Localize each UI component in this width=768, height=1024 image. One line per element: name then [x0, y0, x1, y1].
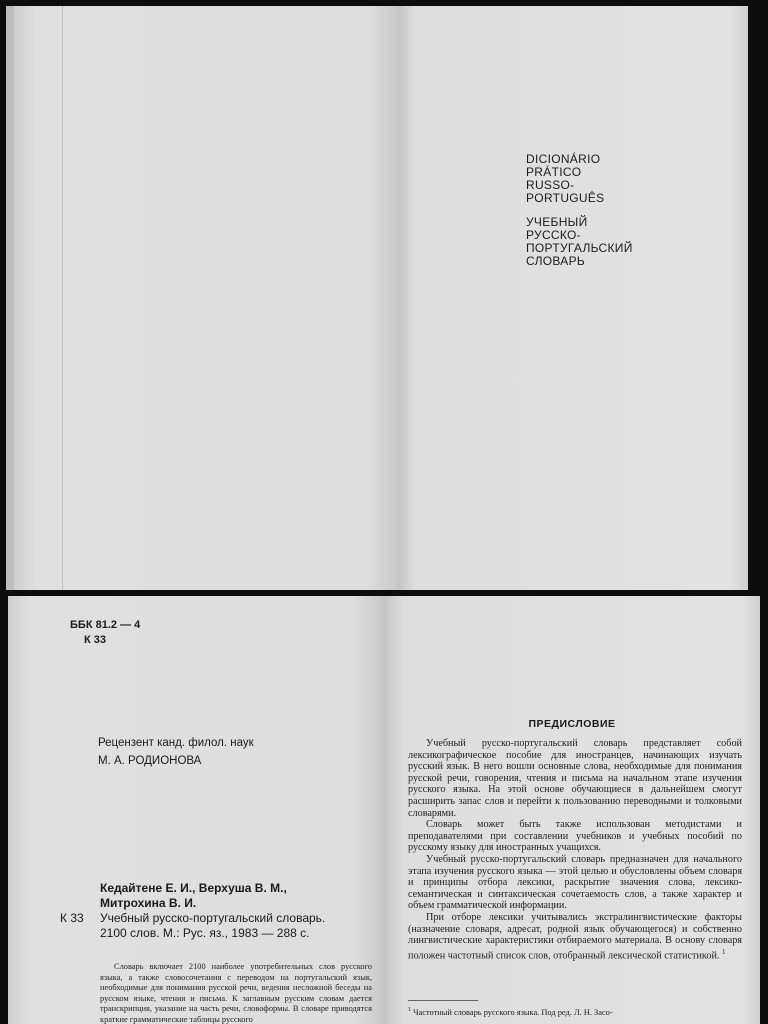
preface-paragraph: [408, 912, 742, 962]
page-fold-line: [62, 6, 63, 590]
footnote-divider: [408, 1000, 478, 1001]
catalog-code: К 33: [60, 911, 84, 925]
footnote-text: Частотный словарь русского языка. Под ред. Л. Н. Засо-: [413, 1007, 613, 1017]
authors-line: Кедайтене Е. И., Верхуша В. М.,: [100, 881, 287, 895]
title-ru-line: ПОРТУГАЛЬСКИЙ: [526, 241, 633, 255]
title-block: [526, 153, 633, 268]
preface-paragraph: Учебный русско-португальский словарь представляет собой лексикографическое пособие для иностранцев, начинающих изучать русский язык. В него вошли основные слова, необходимые для понимания русской речи, говорения, чтения и письма на начальном этапе изучения русского языка. На этой основе обучающиеся в дальнейшем смогут расширить запас слов и перейти к пользованию переводными и толковыми словарями.: [408, 738, 742, 819]
page-edge: [6, 6, 14, 590]
imprint-page: [8, 596, 384, 1024]
catalog-entry: [60, 881, 370, 941]
footnote-marker: 1: [721, 947, 726, 956]
preface-body: [408, 738, 742, 962]
reviewer-line: Рецензент канд. филол. наук: [98, 737, 254, 749]
preface-paragraph-text: При отборе лексики учитывались экстралингвистические факторы (назначение словаря, адресат, родной язык обучающегося) и собственно лингвистические характеристики отбираемого материала. В основу словаря положен частотный список слов, отобранный лексической статистикой.: [408, 911, 742, 962]
bbk-code: ББК 81.2 — 4: [70, 619, 141, 631]
preface-page: [384, 596, 760, 1024]
title-pt-line: DICIONÁRIO: [526, 152, 601, 166]
k-code: К 33: [84, 634, 107, 646]
title-pt-line: PORTUGUÊS: [526, 191, 605, 205]
blank-left-page: [14, 6, 398, 590]
reviewer-name: М. А. РОДИОНОВА: [98, 755, 202, 767]
title-pt-line: PRÁTICO: [526, 165, 582, 179]
reviewer-block: [98, 734, 254, 770]
catalog-details: 2100 слов. М.: Рус. яз., 1983 — 288 с.: [100, 926, 310, 940]
annotation-text: Словарь включает 2100 наиболее употребительных слов русского языка, а также словосочетания с переводом на португальский язык, необходимые для понимания русской речи, ведения несложной беседы на русском языке, чтения и письма. К заглавным русским словам дается транскрипция, указание на часть речи, словоформы. В словаре приводятся краткие грамматические таблицы русского: [100, 962, 372, 1024]
title-ru-line: СЛОВАРЬ: [526, 254, 586, 268]
preface-title: ПРЕДИСЛОВИЕ: [528, 718, 616, 730]
title-ru-line: РУССКО-: [526, 228, 581, 242]
preface-paragraph: Учебный русско-португальский словарь предназначен для начального этапа изучения русского языка — этой целью и обусловлены объем словаря и принципы отбора лексики, раскрытие значения слова, лексико-семантическая и синтаксическая сочетаемость слов, а также характер и объем грамматической информации.: [408, 853, 742, 912]
footnote: [408, 1005, 742, 1018]
authors-line: Митрохина В. И.: [100, 896, 197, 910]
title-ru-line: УЧЕБНЫЙ: [526, 215, 588, 229]
title-page: [398, 6, 748, 590]
title-pt-line: RUSSO-: [526, 178, 575, 192]
footnote-number: 1: [408, 1007, 411, 1013]
bottom-spread: [0, 596, 768, 1024]
catalog-title: Учебный русско-португальский словарь.: [100, 911, 326, 925]
preface-paragraph: Словарь может быть также использован методистами и преподавателями при составлении учебников и учебных пособий по русскому языку для иностранных учащихся.: [408, 819, 742, 854]
bbk-index: [70, 618, 140, 648]
